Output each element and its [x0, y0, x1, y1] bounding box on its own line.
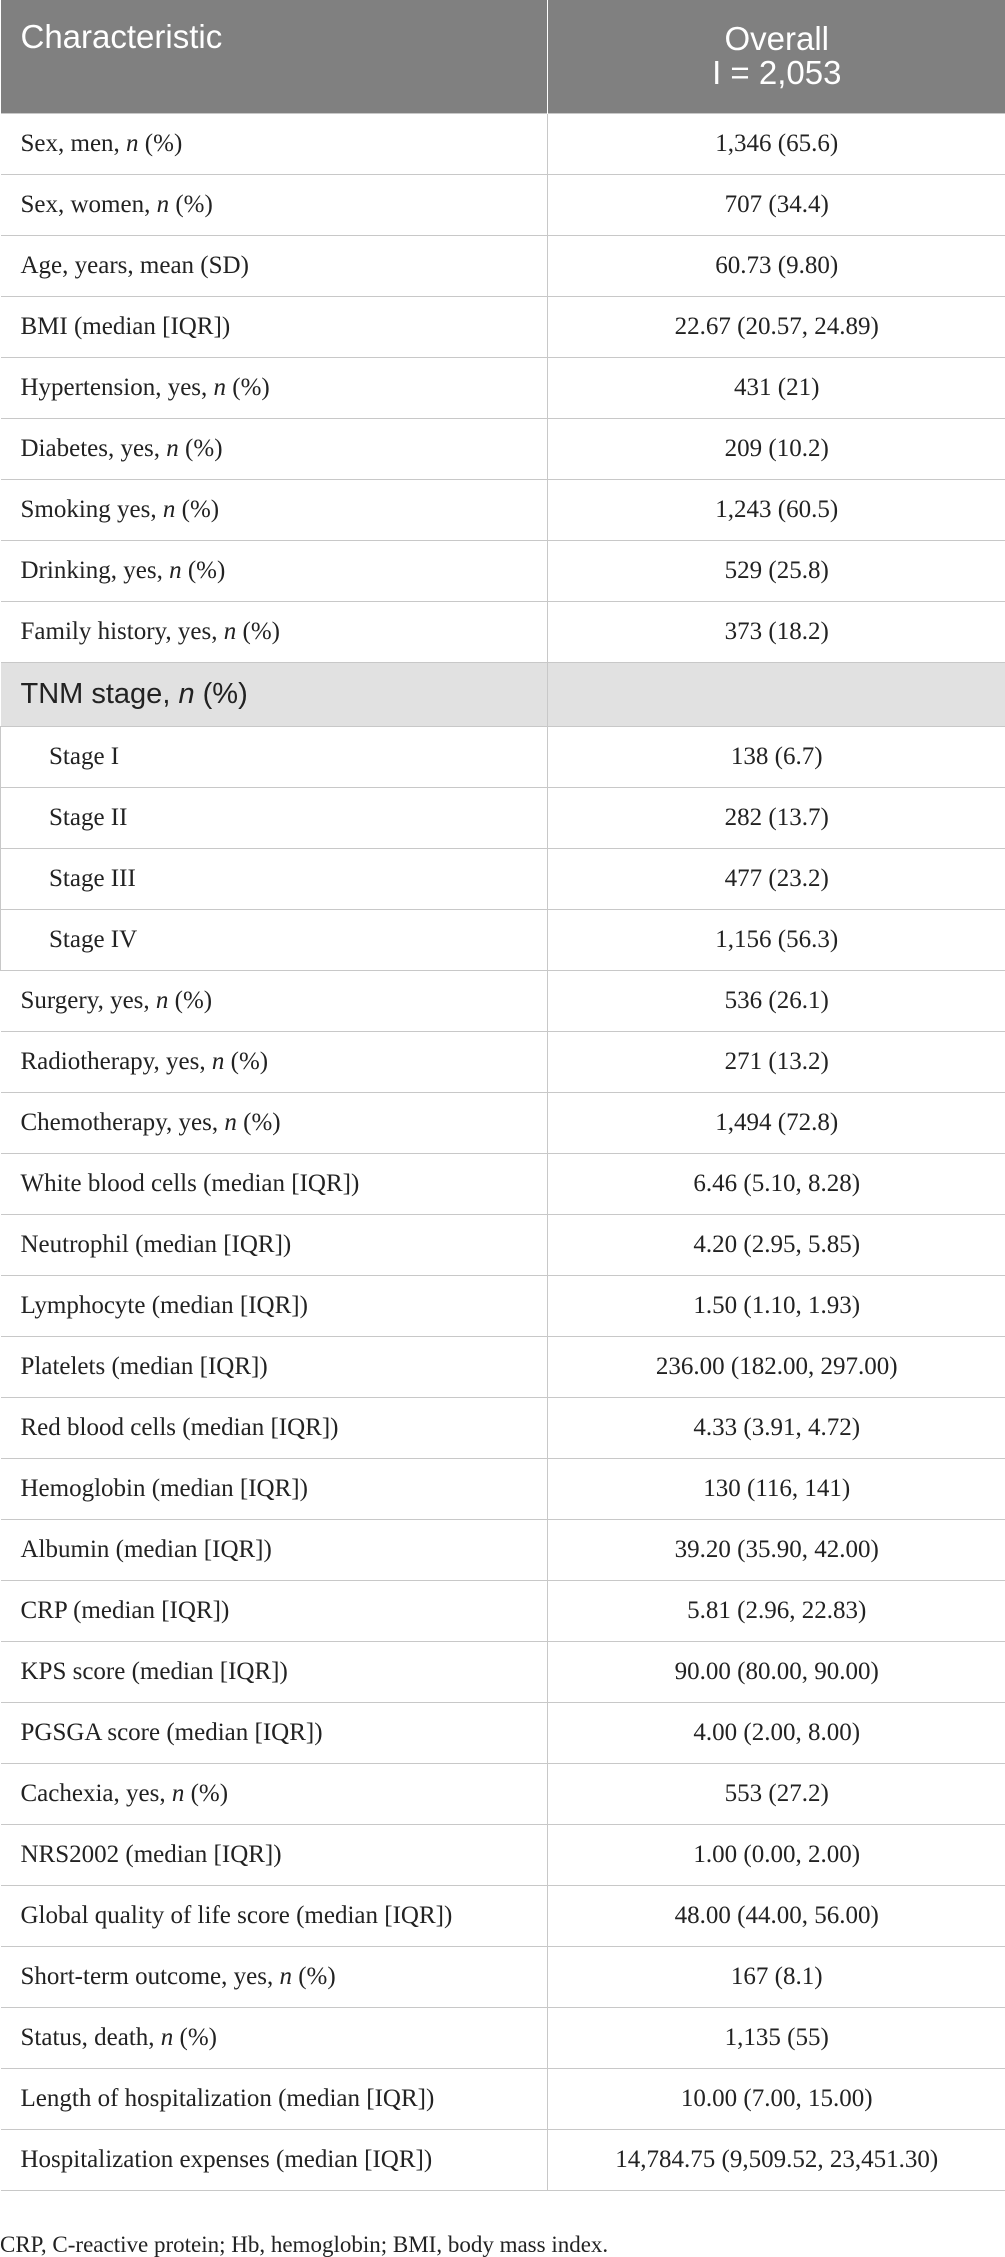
row-value: 1,135 (55) [548, 2008, 1005, 2069]
row-label-n: n [166, 435, 179, 462]
row-label-suffix: (%) [194, 678, 248, 710]
row-label-n: n [160, 2024, 174, 2051]
row-value: 553 (27.2) [548, 1764, 1005, 1825]
row-value: 10.00 (7.00, 15.00) [548, 2069, 1005, 2130]
row-label-suffix: (%) [291, 1963, 336, 1990]
row-label-text: Family history, yes, [20, 618, 224, 645]
row-value: 529 (25.8) [548, 541, 1005, 602]
row-label [1, 1154, 548, 1215]
row-label [1, 910, 548, 971]
row-label [1, 1886, 548, 1947]
row-label-n: n [224, 1109, 237, 1136]
table-row [1, 1459, 1005, 1520]
row-label-text: Lymphocyte (median [IQR]) [20, 1292, 308, 1319]
row-label [1, 480, 548, 541]
row-value: 282 (13.7) [548, 788, 1005, 849]
row-label [1, 2008, 548, 2069]
table-body [1, 114, 1005, 2191]
table-row [1, 236, 1005, 297]
table-row [1, 1703, 1005, 1764]
row-value: 707 (34.4) [548, 175, 1005, 236]
row-value: 1,494 (72.8) [548, 1093, 1005, 1154]
row-value: 22.67 (20.57, 24.89) [548, 297, 1005, 358]
row-label-n: n [213, 374, 227, 401]
row-label-suffix: (%) [173, 2024, 217, 2051]
row-label-suffix: (%) [224, 1048, 269, 1075]
table-row [1, 480, 1005, 541]
row-value: 5.81 (2.96, 22.83) [548, 1581, 1005, 1642]
table-row [1, 1398, 1005, 1459]
row-label-text: Sex, women, [20, 191, 157, 218]
row-label-text: BMI (median [IQR]) [20, 313, 231, 340]
table-footnote: CRP, C-reactive protein; Hb, hemoglobin; BMI, body mass index. [0, 2232, 609, 2257]
row-label-text: Stage III [49, 865, 136, 892]
row-label-n: n [155, 987, 169, 1014]
row-value: 39.20 (35.90, 42.00) [548, 1520, 1005, 1581]
row-label-text: Smoking yes, [20, 496, 163, 523]
table-row [1, 602, 1005, 663]
row-label-text: Cachexia, yes, [20, 1780, 172, 1807]
row-value: 236.00 (182.00, 297.00) [548, 1337, 1005, 1398]
table-row [1, 971, 1005, 1032]
row-label [1, 419, 548, 480]
table-row [1, 788, 1005, 849]
row-label-text: Surgery, yes, [20, 987, 156, 1014]
row-label [1, 788, 548, 849]
row-label-text: Stage II [49, 804, 128, 831]
row-label [1, 1764, 548, 1825]
table-row [1, 297, 1005, 358]
row-value: 209 (10.2) [548, 419, 1005, 480]
row-value: 130 (116, 141) [548, 1459, 1005, 1520]
row-value: 271 (13.2) [548, 1032, 1005, 1093]
row-label-suffix: (%) [178, 435, 223, 462]
table-row [1, 1276, 1005, 1337]
row-label-suffix: (%) [175, 496, 220, 523]
row-label-n: n [126, 130, 139, 157]
row-label [1, 2069, 548, 2130]
row-label-text: CRP (median [IQR]) [20, 1597, 230, 1624]
table-row [1, 358, 1005, 419]
section-row [1, 663, 1005, 727]
row-label-text: Sex, men, [20, 130, 127, 157]
row-label [1, 114, 548, 175]
row-label-n: n [223, 618, 237, 645]
row-value: 167 (8.1) [548, 1947, 1005, 2008]
row-label [1, 236, 548, 297]
row-label-suffix: (%) [236, 618, 280, 645]
table-row [1, 1154, 1005, 1215]
row-label-suffix: (%) [236, 1109, 281, 1136]
row-label [1, 1825, 548, 1886]
row-label [1, 1398, 548, 1459]
table-row [1, 419, 1005, 480]
row-value: 60.73 (9.80) [548, 236, 1005, 297]
row-value: 1.50 (1.10, 1.93) [548, 1276, 1005, 1337]
row-label-text: PGSGA score (median [IQR]) [20, 1719, 323, 1746]
table-row [1, 114, 1005, 175]
row-label [1, 663, 548, 727]
row-value: 90.00 (80.00, 90.00) [548, 1642, 1005, 1703]
row-label-n: n [171, 1780, 185, 1807]
header-overall-count: I = 2,053 [712, 54, 842, 91]
row-label-n: n [178, 678, 195, 710]
table-row [1, 1520, 1005, 1581]
row-label-text: Stage I [49, 743, 120, 770]
table-row [1, 1032, 1005, 1093]
row-value: 1,346 (65.6) [548, 114, 1005, 175]
row-label-text: Platelets (median [IQR]) [20, 1353, 268, 1380]
row-label [1, 1276, 548, 1337]
row-label [1, 1093, 548, 1154]
row-label-text: Albumin (median [IQR]) [20, 1536, 272, 1563]
table-row [1, 1093, 1005, 1154]
row-label [1, 297, 548, 358]
row-label [1, 541, 548, 602]
table-row [1, 1886, 1005, 1947]
header-overall [548, 0, 1005, 114]
row-label-text: Radiotherapy, yes, [20, 1048, 212, 1075]
row-label-text: NRS2002 (median [IQR]) [20, 1841, 282, 1868]
row-label-text: Diabetes, yes, [20, 435, 167, 462]
row-value: 1.00 (0.00, 2.00) [548, 1825, 1005, 1886]
table-row [1, 1825, 1005, 1886]
row-value: 477 (23.2) [548, 849, 1005, 910]
header-overall-title: Overall [724, 20, 830, 57]
row-value: 6.46 (5.10, 8.28) [548, 1154, 1005, 1215]
row-label [1, 1947, 548, 2008]
row-label-text: TNM stage, [20, 678, 179, 710]
row-label-text: Global quality of life score (median [IQR]) [20, 1902, 453, 1929]
row-label-suffix: (%) [184, 1780, 229, 1807]
table-row [1, 1642, 1005, 1703]
table-row [1, 727, 1005, 788]
table-row [1, 2008, 1005, 2069]
row-label-text: Length of hospitalization (median [IQR]) [20, 2085, 435, 2112]
row-value [548, 663, 1005, 727]
table-row [1, 1215, 1005, 1276]
row-label-text: Short-term outcome, yes, [20, 1963, 280, 1990]
table-row [1, 541, 1005, 602]
row-label [1, 1459, 548, 1520]
row-label-text: Hospitalization expenses (median [IQR]) [20, 2146, 433, 2173]
row-label-n: n [156, 191, 170, 218]
row-value: 14,784.75 (9,509.52, 23,451.30) [548, 2130, 1005, 2191]
table-row [1, 1337, 1005, 1398]
row-value: 4.33 (3.91, 4.72) [548, 1398, 1005, 1459]
row-value: 431 (21) [548, 358, 1005, 419]
row-label-text: Neutrophil (median [IQR]) [20, 1231, 292, 1258]
row-label-suffix: (%) [169, 191, 213, 218]
table-header-row [1, 0, 1005, 114]
table-row [1, 1947, 1005, 2008]
row-label-text: Stage IV [49, 926, 138, 953]
row-value: 48.00 (44.00, 56.00) [548, 1886, 1005, 1947]
table-row [1, 2130, 1005, 2191]
row-label [1, 358, 548, 419]
table-row [1, 849, 1005, 910]
row-label [1, 1581, 548, 1642]
row-label-text: KPS score (median [IQR]) [20, 1658, 288, 1685]
row-label [1, 1703, 548, 1764]
header-characteristic: Characteristic [1, 0, 548, 114]
table-row [1, 1581, 1005, 1642]
row-label-text: White blood cells (median [IQR]) [20, 1170, 360, 1197]
row-label-n: n [169, 557, 182, 584]
row-label [1, 1032, 548, 1093]
row-label-n: n [279, 1963, 292, 1990]
row-value: 4.00 (2.00, 8.00) [548, 1703, 1005, 1764]
row-label-text: Hemoglobin (median [IQR]) [20, 1475, 308, 1502]
table-row [1, 175, 1005, 236]
row-label [1, 602, 548, 663]
row-label-text: Hypertension, yes, [20, 374, 214, 401]
row-label-text: Age, years, mean (SD) [20, 252, 249, 279]
row-label [1, 971, 548, 1032]
row-label-n: n [211, 1048, 225, 1075]
row-label [1, 849, 548, 910]
row-value: 138 (6.7) [548, 727, 1005, 788]
row-label-suffix: (%) [138, 130, 183, 157]
row-label [1, 1215, 548, 1276]
row-label [1, 2130, 548, 2191]
table-row [1, 910, 1005, 971]
row-label-n: n [162, 496, 176, 523]
row-label [1, 727, 548, 788]
row-label-text: Status, death, [20, 2024, 161, 2051]
row-value: 1,243 (60.5) [548, 480, 1005, 541]
row-label [1, 1520, 548, 1581]
table-row [1, 2069, 1005, 2130]
row-label [1, 175, 548, 236]
row-value: 536 (26.1) [548, 971, 1005, 1032]
row-label [1, 1337, 548, 1398]
table-row [1, 1764, 1005, 1825]
row-value: 1,156 (56.3) [548, 910, 1005, 971]
row-label-suffix: (%) [181, 557, 226, 584]
row-label-text: Drinking, yes, [20, 557, 170, 584]
row-label-text: Red blood cells (median [IQR]) [20, 1414, 339, 1441]
row-value: 4.20 (2.95, 5.85) [548, 1215, 1005, 1276]
row-value: 373 (18.2) [548, 602, 1005, 663]
row-label [1, 1642, 548, 1703]
row-label-suffix: (%) [168, 987, 213, 1014]
row-label-text: Chemotherapy, yes, [20, 1109, 225, 1136]
row-label-suffix: (%) [226, 374, 270, 401]
